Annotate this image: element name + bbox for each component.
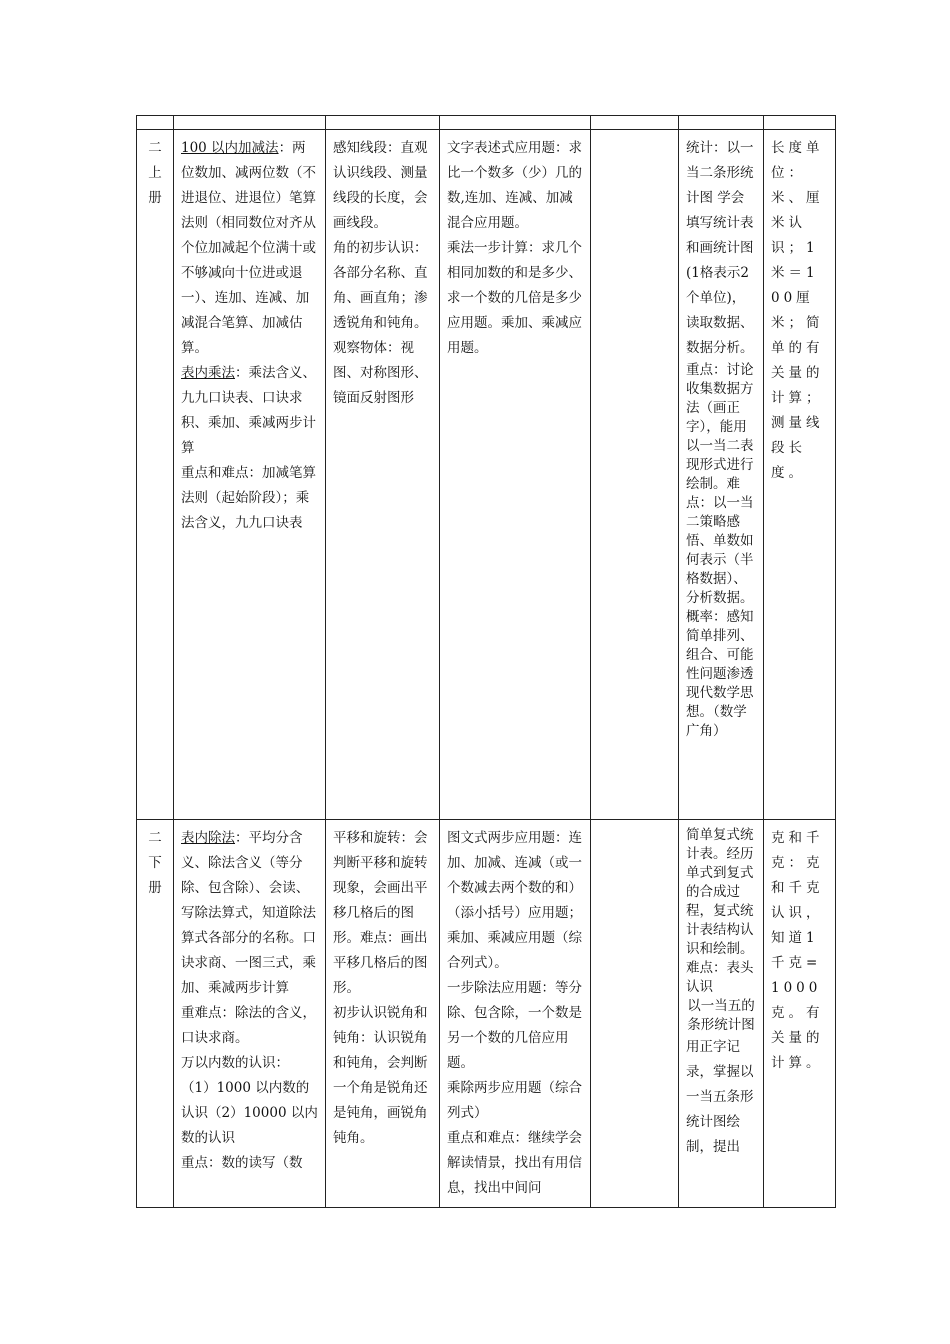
application-cell — [440, 820, 591, 1208]
arithmetic-para: 万以内数的认识： — [181, 1055, 289, 1071]
arithmetic-para — [181, 826, 318, 1001]
geometry-para: 角的初步认识：各部分名称、直角、画直角；渗透锐角和钝角。 — [333, 240, 428, 331]
arithmetic-para: 重点：数的读写（数 — [181, 1155, 303, 1171]
application-para: 乘除两步应用题（综合列式） — [447, 1080, 582, 1121]
application-para: 重点和难点：继续学会解读情景，找出有用信息，找出中间问 — [447, 1130, 582, 1196]
measurement-cell: 克和千克：克和千克认识，知道1千克=1000克。有关量的计算。 — [764, 820, 836, 1208]
statistics-cell — [679, 130, 764, 820]
arithmetic-cell — [174, 130, 326, 820]
statistics-cell — [679, 820, 764, 1208]
grade-char: 上 — [148, 165, 162, 181]
application-para: 一步除法应用题：等分除、包含除，一个数是另一个数的几倍应用题。 — [447, 980, 582, 1071]
header-cell — [326, 116, 440, 130]
header-cell — [764, 116, 836, 130]
geometry-para: 初步认识锐角和钝角：认识锐角和钝角，会判断一个角是锐角还是钝角，画锐角钝角。 — [333, 1005, 428, 1146]
statistics-para: 重点：讨论收集数据方法（画正字），能用以一当二表现形式进行绘制。难点：以一当二策略感悟、单数如何表示（半格数据）、分析数据。概率：感知简单排列、组合、可能性问题渗透现代数学思想。（数学广角） — [686, 362, 754, 739]
geometry-cell — [326, 820, 440, 1208]
geometry-para: 感知线段：直观认识线段、测量线段的长度，会画线段。 — [333, 140, 428, 231]
arithmetic-para: （1）1000 以内数的认识（2）10000 以内数的认识 — [181, 1080, 318, 1146]
header-cell — [174, 116, 326, 130]
table-row — [137, 820, 836, 1208]
grade-char: 册 — [148, 880, 162, 896]
grade-cell — [137, 820, 174, 1208]
geometry-para: 观察物体：视图、对称图形、镜面反射图形 — [333, 340, 428, 406]
header-cell — [591, 116, 679, 130]
statistics-para: 用正字记录，掌握以一当五条形统计图绘制，提出 — [686, 1039, 754, 1155]
application-para: 文字表述式应用题：求比一个数多（少）几的数,连加、连减、加减混合应用题。 — [447, 140, 582, 231]
grade-char: 二 — [148, 140, 162, 156]
header-row — [137, 116, 836, 130]
geometry-para: 平移和旋转：会判断平移和旋转现象，会画出平移几格后的图形。难点：画出平移几格后的图形。 — [333, 830, 428, 996]
topic-title: 表内除法 — [181, 830, 235, 846]
statistics-para: 统计：以一当二条形统计图 学会填写统计表和画统计图(1格表示2个单位)，读取数据、数据分析。 — [686, 140, 754, 356]
empty-cell — [591, 130, 679, 820]
application-para: 图文式两步应用题：连加、加减、连减（或一个数减去两个数的和）（添小括号）应用题；乘加、乘减应用题（综合列式）。 — [447, 830, 582, 971]
arithmetic-para: 重点和难点：加减笔算法则（起始阶段）；乘法含义，九九口诀表 — [181, 465, 316, 531]
grade-char: 下 — [148, 855, 162, 871]
header-cell — [440, 116, 591, 130]
grade-char: 二 — [148, 830, 162, 846]
topic-title: 表内乘法 — [181, 365, 235, 381]
curriculum-table — [136, 115, 836, 1208]
arithmetic-cell — [174, 820, 326, 1208]
measurement-cell: 长度单位：米、厘米认识；1米＝100厘米；简单的有关量的计算；测量线段长度。 — [764, 130, 836, 820]
arithmetic-para — [181, 361, 318, 461]
application-cell — [440, 130, 591, 820]
topic-text: ：两位数加、减两位数（不进退位、进退位）笔算法则（相同数位对齐从个位加减起个位满十或不够减向十位进或退一）、连加、连减、加减混合笔算、加减估算。 — [181, 140, 316, 356]
grade-cell — [137, 130, 174, 820]
geometry-cell — [326, 130, 440, 820]
statistics-para: 简单复式统计表。经历单式到复式的合成过程，复式统计表结构认识和绘制。难点：表头认识 — [686, 827, 754, 995]
table-row — [137, 130, 836, 820]
grade-char: 册 — [148, 190, 162, 206]
topic-text: ：平均分含义、除法含义（等分除、包含除）、会读、写除法算式，知道除法算式各部分的名称。口诀求商、一图三式，乘加、乘减两步计算 — [181, 830, 316, 996]
empty-cell — [591, 820, 679, 1208]
statistics-para: 以一当五的条形统计图 — [687, 998, 755, 1033]
topic-text: ：乘法含义、九九口诀表、口诀求积、乘加、乘减两步计算 — [181, 365, 316, 456]
topic-title: 100 以内加减法 — [181, 140, 279, 156]
application-para: 乘法一步计算：求几个相同加数的和是多少、求一个数的几倍是多少应用题。乘加、乘减应用题。 — [447, 240, 582, 356]
arithmetic-para: 重难点：除法的含义，口诀求商。 — [181, 1005, 316, 1046]
header-cell — [679, 116, 764, 130]
arithmetic-para — [181, 136, 318, 361]
header-cell — [137, 116, 174, 130]
